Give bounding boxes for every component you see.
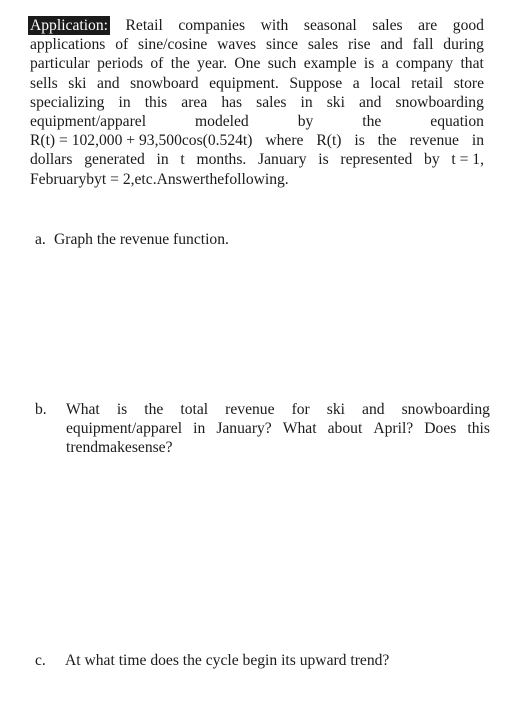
word: sales — [256, 93, 287, 111]
word: of — [150, 55, 164, 73]
word: example — [303, 55, 357, 73]
word: company — [395, 55, 454, 73]
word: during — [443, 36, 484, 54]
word: months. — [196, 151, 247, 169]
word: specializing — [30, 93, 105, 111]
word: in — [193, 420, 206, 438]
word: dollars — [30, 151, 73, 169]
word: January? — [216, 420, 272, 438]
word: in — [300, 93, 313, 111]
word: the — [170, 55, 190, 73]
word: a — [352, 74, 360, 92]
question-b-letter: b. — [35, 401, 47, 418]
word: make — [98, 439, 132, 457]
word: sine/cosine — [138, 36, 208, 54]
question-b-line-1 — [66, 400, 490, 419]
word: One — [234, 55, 261, 73]
word: sells — [30, 74, 58, 92]
word: R(t) — [316, 132, 342, 150]
word: What — [282, 420, 317, 438]
word: and — [362, 401, 385, 418]
word: is — [363, 55, 375, 73]
word: total — [180, 401, 209, 418]
word: the — [144, 401, 164, 418]
intro-line-3 — [30, 54, 484, 73]
word: is — [354, 132, 365, 150]
word: by — [424, 151, 440, 169]
question-b-line-3 — [66, 438, 490, 457]
word: in — [118, 93, 131, 111]
word: for — [291, 401, 310, 418]
word: snowboard — [130, 74, 199, 92]
word: and — [358, 93, 382, 111]
word: Retail — [125, 17, 163, 34]
application-label: Application: — [30, 17, 108, 34]
question-b-text — [66, 400, 490, 458]
word: since — [265, 36, 298, 54]
word: ski — [326, 93, 345, 111]
word: rise — [347, 36, 371, 54]
word: by — [297, 113, 314, 131]
word: seasonal — [303, 17, 357, 34]
word: fall — [412, 36, 434, 54]
word: local — [370, 74, 401, 92]
word: generated — [84, 151, 145, 169]
word: February — [30, 170, 87, 188]
word: modeled — [195, 113, 249, 131]
word: has — [221, 93, 243, 111]
question-a-text: Graph the revenue function. — [54, 231, 229, 248]
word: Answer — [156, 170, 206, 188]
word: Suppose — [289, 74, 343, 92]
word: waves — [217, 36, 257, 54]
word: equipment. — [209, 74, 279, 92]
word: ski — [326, 401, 345, 418]
word: area — [181, 93, 208, 111]
intro-line-1 — [30, 16, 484, 35]
intro-line-9 — [30, 170, 484, 189]
word: particular — [30, 55, 90, 73]
word: represented — [340, 151, 413, 169]
application-paragraph — [30, 16, 484, 189]
question-c-text: At what time does the cycle begin its upward trend? — [65, 652, 390, 669]
word: the — [205, 170, 225, 188]
word: sales — [307, 36, 339, 54]
word: in — [156, 151, 169, 169]
word: equipment/apparel — [30, 113, 147, 131]
word: snowboarding — [395, 93, 484, 111]
word: ski — [68, 74, 87, 92]
word: equipment/apparel — [66, 420, 183, 438]
word: Does — [424, 420, 457, 438]
word: companies — [178, 17, 246, 34]
word: snowboarding — [401, 401, 490, 418]
word: year. — [197, 55, 228, 73]
word: trend — [66, 439, 99, 457]
intro-line-4 — [30, 74, 484, 93]
word: and — [380, 36, 403, 54]
question-c-letter: c. — [35, 652, 46, 669]
word: April? — [373, 420, 414, 438]
word: this — [144, 93, 168, 111]
question-a-letter: a. — [35, 231, 46, 248]
intro-line-8 — [30, 150, 484, 169]
word: the — [377, 132, 397, 150]
word: is — [318, 151, 329, 169]
word: What — [66, 401, 100, 418]
word: revenue — [409, 132, 459, 150]
word: this — [467, 420, 490, 438]
word: store — [453, 74, 484, 92]
word: etc. — [134, 170, 157, 188]
word: applications — [30, 36, 106, 54]
word: about — [327, 420, 363, 438]
intro-line-7 — [30, 131, 484, 150]
intro-line-5 — [30, 93, 484, 112]
word: revenue — [225, 401, 275, 418]
word: of — [115, 36, 129, 54]
intro-line-2 — [30, 35, 484, 54]
word: in — [471, 132, 484, 150]
word: is — [116, 401, 128, 418]
word: equation — [430, 113, 484, 131]
word: t — [180, 151, 185, 169]
word: t = 2, — [101, 170, 135, 188]
word: retail — [411, 74, 444, 92]
word: where — [265, 132, 304, 150]
word: a — [381, 55, 389, 73]
word: sense? — [131, 439, 173, 457]
intro-line-6 — [30, 112, 484, 131]
question-b-line-2 — [66, 419, 490, 438]
word: January — [258, 151, 307, 169]
word: such — [267, 55, 297, 73]
word: following. — [224, 170, 289, 188]
word: are — [418, 17, 438, 34]
word: that — [460, 55, 484, 73]
word: good — [452, 17, 484, 34]
word: t = 1, — [451, 151, 484, 169]
revenue-equation: R(t) = 102,000 + 93,500cos(0.524t) — [30, 132, 253, 150]
word: by — [86, 170, 102, 188]
word: periods — [97, 55, 144, 73]
word: with — [260, 17, 289, 34]
word: sales — [372, 17, 403, 34]
word: and — [97, 74, 120, 92]
word: the — [362, 113, 382, 131]
